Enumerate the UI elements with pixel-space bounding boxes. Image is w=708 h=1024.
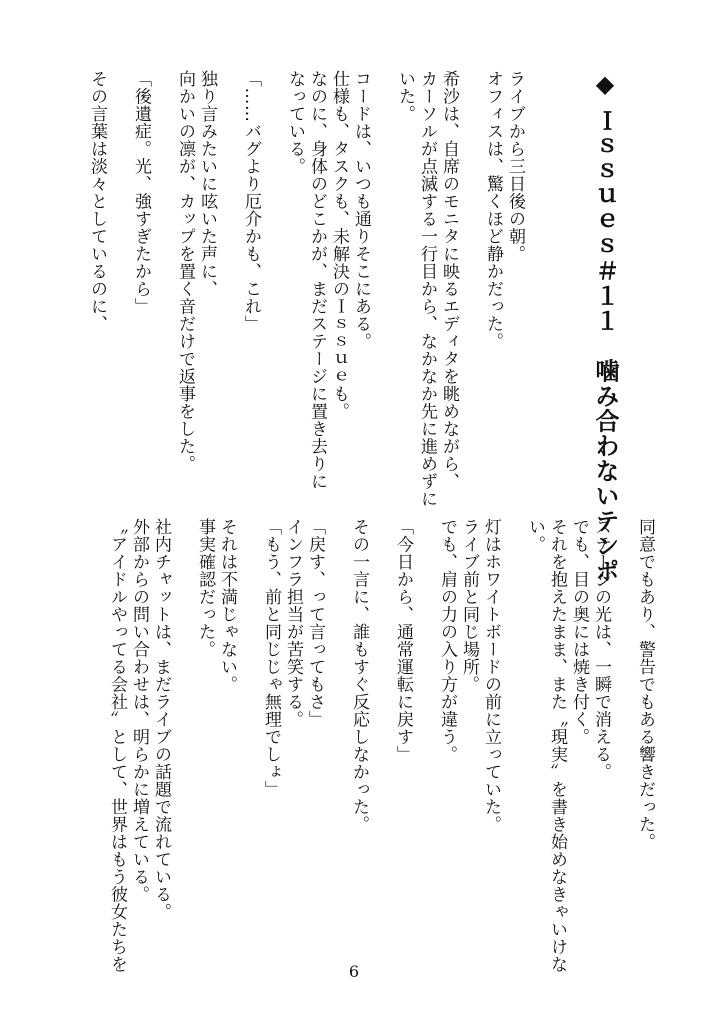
text-column-upper-10: なのに、身体のどこかが、まだステージに置き去りに (307, 70, 327, 490)
text-column-lower-10: でも、肩の力の入り方が違う。 (437, 518, 457, 763)
text-column-lower-23: 社内チャットは、まだライブの話題で流れている。 (151, 518, 171, 921)
text-column-upper-5: カーソルが点滅する一行目から、なかなか先に進めずに (417, 70, 437, 508)
text-column-lower-12: 「今日から、通常運転に戻す」 (393, 518, 413, 763)
text-column-lower-24: 外部からの問い合わせは、明らかに増えている。 (129, 518, 149, 903)
text-column-lower-9: ライブ前と同じ場所。 (459, 518, 479, 693)
text-column-lower-14: その一言に、誰もすぐ反応しなかった。 (349, 518, 369, 833)
text-column-upper-16: 向かいの凛が、カップを置く音だけで返事をした。 (175, 70, 195, 473)
text-column-lower-5: それを抱えたまま、また〝現実〟を書き始めなきゃいけな (547, 518, 567, 973)
text-column-lower-25: 〝アイドルやってる会社〟として、世界はもう彼女たちを (107, 518, 127, 973)
chapter-heading: ◆ Ｉｓｓｕｅｓ＃１１ 噛み合わないテンポ (591, 70, 619, 584)
text-column-upper-4: 希沙は、自席のモニタに映るエディタを眺めながら、 (439, 70, 459, 490)
text-column-lower-20: それは不満じゃない。 (217, 518, 237, 693)
text-column-upper-18: 「後遺症。光、強すぎたから」 (131, 70, 151, 315)
text-column-lower-1: 同意でもあり、警告でもある響きだった。 (635, 518, 655, 851)
page-number: 6 (348, 962, 360, 981)
text-column-lower-6: い。 (525, 518, 545, 553)
text-column-lower-16: 「戻す、って言ってもさ」 (305, 518, 325, 728)
text-column-upper-20: その言葉は淡々としているのに、 (87, 70, 107, 333)
text-column-lower-21: 事実確認だった。 (195, 518, 215, 658)
text-column-upper-11: なっている。 (285, 70, 305, 175)
text-column-upper-9: 仕様も、タスクも、未解決のＩｓｓｕｅも。 (329, 70, 349, 420)
text-column-upper-8: コードは、いつも通りそこにある。 (351, 70, 371, 350)
text-column-lower-18: 「もう、前と同じじゃ無理でしょ」 (261, 518, 281, 798)
text-column-upper-2: オフィスは、驚くほど静かだった。 (483, 70, 503, 350)
text-column-lower-3: ステージの光は、一瞬で消える。 (591, 518, 611, 781)
text-column-upper-6: いた。 (395, 70, 415, 123)
text-column-upper-13: 「……バグより厄介かも、これ」 (241, 70, 261, 333)
text-column-upper-15: 独り言みたいに呟いた声に、 (197, 70, 217, 298)
text-column-lower-17: インフラ担当が苦笑する。 (283, 518, 303, 728)
text-column-lower-8: 灯はホワイトボードの前に立っていた。 (481, 518, 501, 833)
text-column-upper-1: ライブから三日後の朝。 (505, 70, 525, 263)
text-column-lower-4: でも、目の奥には焼き付く。 (569, 518, 589, 746)
